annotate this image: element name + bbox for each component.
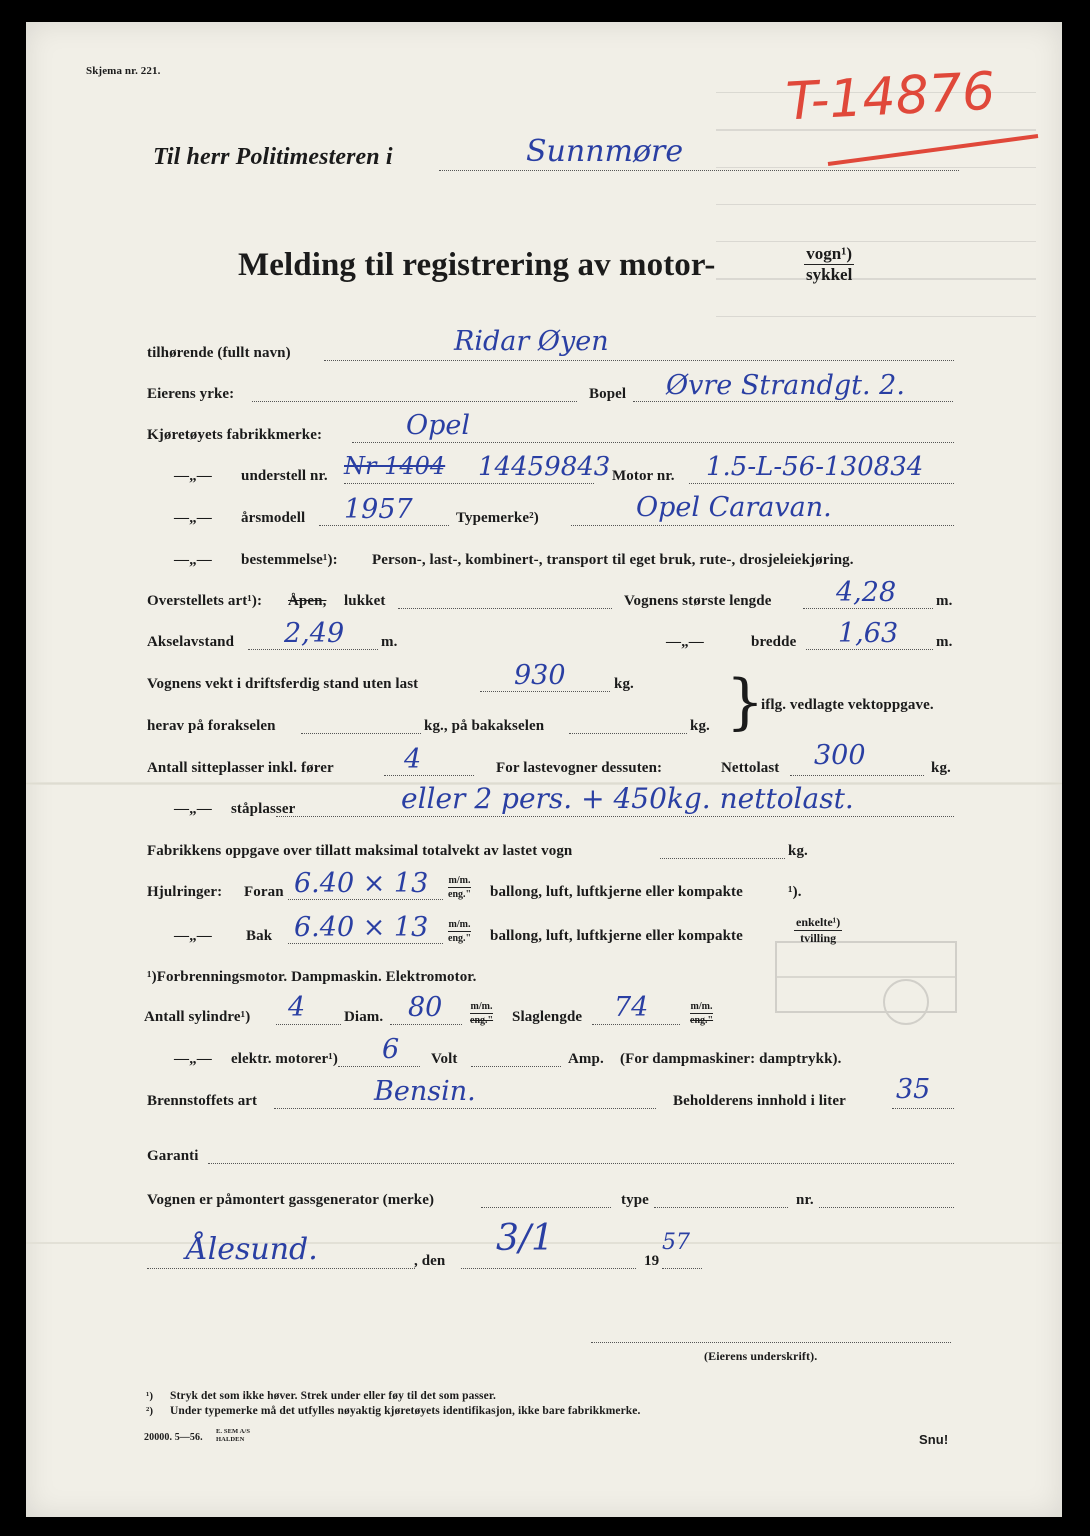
- gas-label: Vognen er påmontert gassgenerator (merke): [147, 1192, 435, 1208]
- dash-width: —„—: [666, 634, 704, 650]
- fuel-label: Brennstoffets art: [147, 1093, 258, 1109]
- address-prefix: Til herr Politimesteren i: [153, 144, 393, 170]
- make-dots: [352, 442, 954, 443]
- signature-label: (Eierens underskrift).: [704, 1349, 818, 1363]
- weight-unit: kg.: [614, 676, 634, 692]
- rear-axle-unit: kg.: [690, 718, 710, 734]
- purpose-options: Person-, last-, kombinert-, transport til eget bruk, rute-, drosjeleiekjøring.: [372, 552, 854, 568]
- title-fraction: [804, 244, 854, 285]
- form-page: [26, 22, 1062, 1517]
- volt-label: Volt: [431, 1051, 458, 1067]
- diam-unit-mm: m/m.: [470, 1001, 493, 1012]
- signature-dots[interactable]: [591, 1342, 951, 1343]
- occupation-dots: [252, 401, 577, 402]
- gas-dots: [481, 1207, 611, 1208]
- year-suffix[interactable]: 57: [662, 1230, 690, 1255]
- amp-label: Amp.: [568, 1051, 604, 1067]
- dash-chassis: —„—: [174, 468, 212, 484]
- front-dots: [288, 899, 443, 900]
- fuel-value[interactable]: Bensin.: [374, 1076, 476, 1107]
- front-unit-mm: m/m.: [448, 875, 471, 886]
- standing-value[interactable]: eller 2 pers. + 450kg. nettolast.: [401, 782, 854, 815]
- length-value[interactable]: 4,28: [836, 577, 897, 608]
- dash-year: —„—: [174, 510, 212, 526]
- chassis-label: understell nr.: [241, 468, 328, 484]
- electric-value[interactable]: 6: [382, 1034, 400, 1065]
- footnote-2: Under typemerke må det utfylles nøyaktig kjøretøyets identifikasjon, ikke bare fabrikkmerke.: [170, 1405, 641, 1417]
- diam-value[interactable]: 80: [408, 992, 443, 1023]
- body-closed: lukket: [344, 593, 386, 609]
- diam-label: Diam.: [344, 1009, 384, 1025]
- width-dots: [806, 649, 933, 650]
- weight-note: iflg. vedlagte vektoppgave.: [761, 697, 934, 713]
- turn-over: Snu!: [919, 1432, 949, 1447]
- body-open-struck: Åpen,: [288, 593, 327, 609]
- owner-label: tilhørende (fullt navn): [147, 345, 291, 361]
- netload-dots: [790, 775, 924, 776]
- length-unit: m.: [936, 593, 953, 609]
- reference-underline: [826, 130, 1041, 170]
- stroke-unit: [690, 1000, 713, 1027]
- netload-value[interactable]: 300: [814, 740, 866, 771]
- year-value[interactable]: 1957: [344, 494, 413, 525]
- rear-tyre-types: ballong, luft, luftkjerne eller kompakte: [490, 928, 743, 944]
- front-value[interactable]: 6.40 × 13: [294, 868, 429, 899]
- wheels-label: Hjulringer:: [147, 884, 223, 900]
- owner-dots: [324, 360, 954, 361]
- address-dots: [439, 170, 959, 171]
- axle-label: Akselavstand: [147, 634, 235, 650]
- motor-value[interactable]: 1.5-L-56-130834: [706, 452, 924, 482]
- guarantee-dots: [208, 1163, 954, 1164]
- rear-axle-label: kg., på bakakselen: [424, 718, 545, 734]
- stroke-unit-eng: eng.": [690, 1015, 714, 1026]
- weight-brace: }: [726, 667, 765, 737]
- motor-label: Motor nr.: [612, 468, 675, 484]
- residence-label: Bopel: [589, 386, 627, 402]
- title-frac-top: vogn¹): [806, 244, 852, 263]
- place-value[interactable]: Ålesund.: [186, 1232, 318, 1267]
- year-dots: [319, 525, 449, 526]
- weight-dots: [480, 691, 610, 692]
- stroke-dots: [592, 1024, 680, 1025]
- occupation-label: Eierens yrke:: [147, 386, 235, 402]
- year-dots-end: [662, 1268, 702, 1269]
- type-dots: [571, 525, 954, 526]
- diam-unit-eng: eng.": [470, 1015, 494, 1026]
- dash-standing: —„—: [174, 801, 212, 817]
- printer-imprint: E. SEM A/S HALDEN: [216, 1428, 251, 1443]
- length-dots: [803, 608, 933, 609]
- single-label: enkelte¹): [796, 915, 841, 929]
- electric-label: elektr. motorer¹): [231, 1051, 338, 1067]
- rear-value[interactable]: 6.40 × 13: [294, 912, 429, 943]
- fuel-dots: [274, 1108, 656, 1109]
- netload-label: Nettolast: [721, 760, 780, 776]
- residence-dots: [633, 401, 953, 402]
- front-axle-dots: [301, 733, 421, 734]
- max-weight-label: Fabrikkens oppgave over tillatt maksimal totalvekt av lastet vogn: [147, 843, 573, 859]
- chassis-value[interactable]: 14459843: [478, 452, 611, 482]
- dash-rear: —„—: [174, 928, 212, 944]
- gas-nr-label: nr.: [796, 1192, 814, 1208]
- weight-value[interactable]: 930: [514, 660, 566, 691]
- tank-dots: [892, 1108, 954, 1109]
- gas-type-dots: [654, 1207, 788, 1208]
- motor-dots: [689, 483, 954, 484]
- front-unit-eng: eng.": [448, 889, 472, 900]
- rear-unit: [448, 918, 471, 945]
- date-label: , den: [414, 1253, 446, 1269]
- make-label: Kjøretøyets fabrikkmerke:: [147, 427, 323, 443]
- stroke-unit-mm: m/m.: [690, 1001, 713, 1012]
- electric-dots: [338, 1066, 420, 1067]
- diam-unit: [470, 1000, 493, 1027]
- date-dots: [461, 1268, 636, 1269]
- seats-dots: [384, 775, 474, 776]
- make-value[interactable]: Opel: [406, 410, 471, 441]
- title-frac-bottom: sykkel: [806, 265, 853, 284]
- residence-value[interactable]: Øvre Strandgt. 2.: [666, 370, 905, 401]
- form-title: Melding til registrering av motor-: [238, 247, 716, 283]
- width-unit: m.: [936, 634, 953, 650]
- year-prefix: 19: [644, 1253, 660, 1269]
- date-value[interactable]: 3/1: [496, 1218, 554, 1259]
- width-label: bredde: [751, 634, 797, 650]
- owner-value[interactable]: Ridar Øyen: [454, 326, 609, 357]
- chassis-dots: [344, 483, 594, 484]
- dash-electric: —„—: [174, 1051, 212, 1067]
- front-axle-label: herav på forakselen: [147, 718, 276, 734]
- cylinders-dots: [276, 1024, 341, 1025]
- netload-unit: kg.: [931, 760, 951, 776]
- axle-dots: [248, 649, 378, 650]
- type-label: Typemerke²): [456, 510, 539, 526]
- body-label: Overstellets art¹):: [147, 593, 263, 609]
- stroke-value[interactable]: 74: [614, 992, 649, 1023]
- cylinders-value[interactable]: 4: [288, 992, 306, 1023]
- footnote-2-mark: ²): [146, 1405, 154, 1417]
- rear-unit-eng: eng.": [448, 933, 472, 944]
- rear-dots: [288, 943, 443, 944]
- dash-purpose: —„—: [174, 552, 212, 568]
- axle-unit: m.: [381, 634, 398, 650]
- gas-type-label: type: [621, 1192, 649, 1208]
- place-dots: [147, 1268, 415, 1269]
- year-label: årsmodell: [241, 510, 306, 526]
- length-label: Vognens største lengde: [624, 593, 772, 609]
- diam-dots: [390, 1024, 462, 1025]
- front-tyre-types: ballong, luft, luftkjerne eller kompakte: [490, 884, 743, 900]
- steam-label: (For dampmaskiner: damptrykk).: [620, 1051, 842, 1067]
- volt-dots: [471, 1066, 561, 1067]
- standing-dots: [276, 816, 954, 817]
- bleed-through-truck-sketch: [756, 922, 986, 1042]
- footnote-1: Stryk det som ikke høver. Strek under eller føy til det som passer.: [170, 1390, 496, 1402]
- front-unit: [448, 874, 471, 901]
- front-label: Foran: [244, 884, 284, 900]
- max-weight-unit: kg.: [788, 843, 808, 859]
- seats-value[interactable]: 4: [404, 744, 422, 775]
- engine-types: ¹)Forbrenningsmotor. Dampmaskin. Elektromotor.: [147, 969, 477, 985]
- footnote-1-mark: ¹): [146, 1390, 154, 1402]
- body-dots: [398, 608, 612, 609]
- print-info: 20000. 5—56.: [144, 1432, 203, 1443]
- rear-label: Bak: [246, 928, 273, 944]
- weight-label: Vognens vekt i driftsferdig stand uten last: [147, 676, 419, 692]
- reference-number: T-14876: [784, 61, 997, 133]
- stroke-label: Slaglengde: [512, 1009, 583, 1025]
- guarantee-label: Garanti: [147, 1148, 199, 1164]
- tank-label: Beholderens innhold i liter: [673, 1093, 846, 1109]
- max-weight-dots: [660, 858, 785, 859]
- address-value[interactable]: Sunnmøre: [526, 134, 684, 169]
- width-value[interactable]: 1,63: [838, 618, 899, 649]
- standing-label: ståplasser: [231, 801, 296, 817]
- rear-unit-mm: m/m.: [448, 919, 471, 930]
- seats-label: Antall sitteplasser inkl. fører: [147, 760, 334, 776]
- purpose-label: bestemmelse¹):: [241, 552, 338, 568]
- twin-label: tvilling: [794, 930, 842, 946]
- form-number: Skjema nr. 221.: [86, 65, 161, 77]
- chassis-struck-value: Nr 1404: [344, 452, 446, 480]
- type-value[interactable]: Opel Caravan.: [636, 492, 832, 523]
- gas-nr-dots: [819, 1207, 954, 1208]
- single-twin-fraction: [794, 915, 842, 946]
- front-tyre-suffix: ¹).: [788, 884, 802, 900]
- truck-label: For lastevogner dessuten:: [496, 760, 663, 776]
- axle-value[interactable]: 2,49: [284, 618, 345, 649]
- cylinders-label: Antall sylindre¹): [144, 1009, 251, 1025]
- tank-value[interactable]: 35: [896, 1074, 931, 1105]
- rear-axle-dots: [569, 733, 687, 734]
